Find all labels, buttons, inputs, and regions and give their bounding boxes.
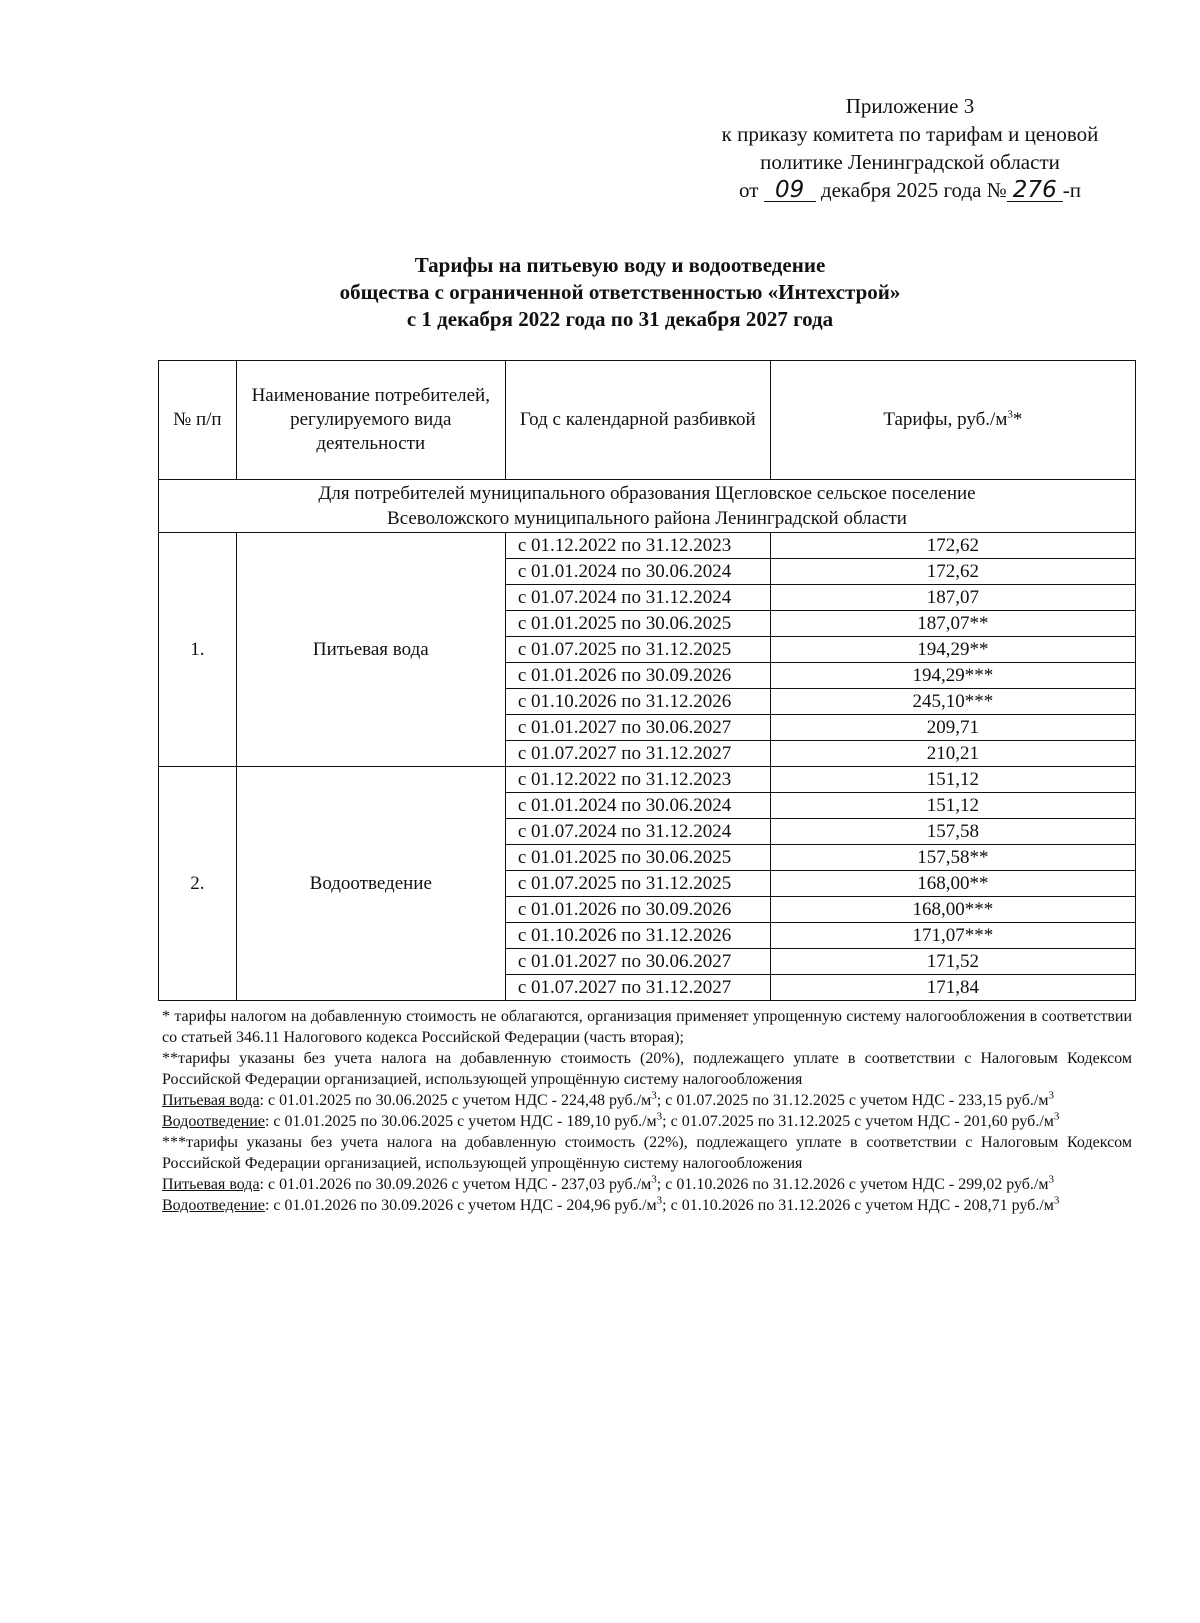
tariff-value-cell: 194,29*** — [770, 663, 1135, 689]
handwritten-day: 09 — [764, 179, 816, 202]
tariff-value-cell: 245,10*** — [770, 689, 1135, 715]
tariff-value-cell: 187,07** — [770, 611, 1135, 637]
consumer-group-label: Для потребителей муниципального образования Щегловское сельское поселение Всеволожского муниципального района Ленинградской области — [159, 480, 1136, 533]
tariff-value-cell: 171,84 — [770, 975, 1135, 1001]
tariff-value-cell: 171,52 — [770, 949, 1135, 975]
footnote-1: * тарифы налогом на добавленную стоимость не облагаются, организация применяет упрощенную систему налогообложения в соответствии со статьей 346.11 Налогового кодекса Российской Федерации (часть вторая); — [162, 1008, 1132, 1046]
order-date-prefix: от — [739, 178, 759, 202]
footnote-2-sewer: Водоотведение: с 01.01.2025 по 30.06.2025 с учетом НДС - 189,10 $руб./м^3$; с 01.07.2025 по 31.12.2025 с учетом НДС - 201,60 $руб./м^3$ — [162, 1110, 1060, 1130]
tariff-value-cell: 172,62 — [770, 559, 1135, 585]
period-cell: с 01.07.2027 по 31.12.2027 — [505, 741, 770, 767]
tariff-value-cell: 210,21 — [770, 741, 1135, 767]
period-cell: с 01.01.2025 по 30.06.2025 — [505, 611, 770, 637]
document-title — [200, 252, 1040, 333]
tariff-value-cell: 157,58** — [770, 845, 1135, 871]
footnote-3: ***тарифы указаны без учета налога на добавленную стоимость (22%), подлежащего уплате в соответствии с Налоговым Кодексом Российской Федерации организацией, использующей упрощённую систему налогообложения — [162, 1134, 1132, 1172]
section-name: Питьевая вода — [236, 533, 505, 767]
handwritten-order-number: 276 — [1007, 179, 1063, 202]
period-cell: с 01.07.2027 по 31.12.2027 — [505, 975, 770, 1001]
tariff-value-cell: 172,62 — [770, 533, 1135, 559]
tariffs-table — [158, 360, 1136, 1001]
period-cell: с 01.12.2022 по 31.12.2023 — [505, 533, 770, 559]
footnotes — [162, 1006, 1132, 1216]
section-number: 2. — [159, 767, 237, 1001]
order-date-line — [660, 176, 1160, 204]
tariff-value-cell: 209,71 — [770, 715, 1135, 741]
footnote-2-water: Питьевая вода: с 01.01.2025 по 30.06.2025 с учетом НДС - 224,48 $руб./м^3$; с 01.07.2025 по 31.12.2025 с учетом НДС - 233,15 $руб./м^3$ — [162, 1089, 1054, 1109]
table-row — [159, 767, 1136, 793]
title-line-1: Тарифы на питьевую воду и водоотведение — [414, 253, 826, 277]
period-cell: с 01.01.2026 по 30.09.2026 — [505, 897, 770, 923]
appendix-header — [660, 92, 1160, 204]
period-cell: с 01.07.2025 по 31.12.2025 — [505, 637, 770, 663]
period-cell: с 01.07.2025 по 31.12.2025 — [505, 871, 770, 897]
tariff-value-cell: 187,07 — [770, 585, 1135, 611]
period-cell: с 01.12.2022 по 31.12.2023 — [505, 767, 770, 793]
tariff-value-cell: 194,29** — [770, 637, 1135, 663]
order-reference-line1: к приказу комитета по тарифам и ценовой — [721, 122, 1099, 146]
footnote-3-water: Питьевая вода: с 01.01.2026 по 30.09.2026 с учетом НДС - 237,03 $руб./м^3$; с 01.10.2026 по 31.12.2026 с учетом НДС - 299,02 $руб./м^3$ — [162, 1173, 1054, 1193]
consumer-group-row — [159, 480, 1136, 533]
tariff-value-cell: 151,12 — [770, 767, 1135, 793]
tariff-value-cell: 171,07*** — [770, 923, 1135, 949]
tariff-value-cell: 168,00*** — [770, 897, 1135, 923]
tariff-value-cell: 157,58 — [770, 819, 1135, 845]
period-cell: с 01.01.2027 по 30.06.2027 — [505, 949, 770, 975]
period-cell: с 01.01.2026 по 30.09.2026 — [505, 663, 770, 689]
order-number-suffix: -п — [1062, 178, 1081, 202]
period-cell: с 01.07.2024 по 31.12.2024 — [505, 819, 770, 845]
header-name: Наименование потребителей, регулируемого вида деятельности — [236, 361, 505, 480]
header-num: № п/п — [159, 361, 237, 480]
period-cell: с 01.01.2027 по 30.06.2027 — [505, 715, 770, 741]
title-line-2: общества с ограниченной ответственностью «Интехстрой» — [339, 280, 901, 304]
period-cell: с 01.10.2026 по 31.12.2026 — [505, 689, 770, 715]
header-tariff: Тарифы, $руб./м^3*$ — [770, 361, 1135, 480]
table-row — [159, 533, 1136, 559]
period-cell: с 01.01.2024 по 30.06.2024 — [505, 559, 770, 585]
table-header-row — [159, 361, 1136, 480]
order-reference-line2: политике Ленинградской области — [760, 150, 1060, 174]
appendix-label: Приложение 3 — [845, 94, 975, 118]
section-number: 1. — [159, 533, 237, 767]
period-cell: с 01.10.2026 по 31.12.2026 — [505, 923, 770, 949]
footnote-2: **тарифы указаны без учета налога на добавленную стоимость (20%), подлежащего уплате в соответствии с Налоговым Кодексом Российской Федерации организацией, использующей упрощённую систему налогообложения — [162, 1050, 1132, 1088]
header-year: Год с календарной разбивкой — [505, 361, 770, 480]
section-name: Водоотведение — [236, 767, 505, 1001]
period-cell: с 01.01.2025 по 30.06.2025 — [505, 845, 770, 871]
footnote-3-sewer: Водоотведение: с 01.01.2026 по 30.09.2026 с учетом НДС - 204,96 $руб./м^3$; с 01.10.2026 по 31.12.2026 с учетом НДС - 208,71 $руб./м^3$ — [162, 1194, 1060, 1214]
tariff-value-cell: 151,12 — [770, 793, 1135, 819]
period-cell: с 01.07.2024 по 31.12.2024 — [505, 585, 770, 611]
order-date-middle: декабря 2025 года № — [820, 178, 1007, 202]
period-cell: с 01.01.2024 по 30.06.2024 — [505, 793, 770, 819]
title-line-3: с 1 декабря 2022 года по 31 декабря 2027 года — [406, 307, 834, 331]
tariff-value-cell: 168,00** — [770, 871, 1135, 897]
